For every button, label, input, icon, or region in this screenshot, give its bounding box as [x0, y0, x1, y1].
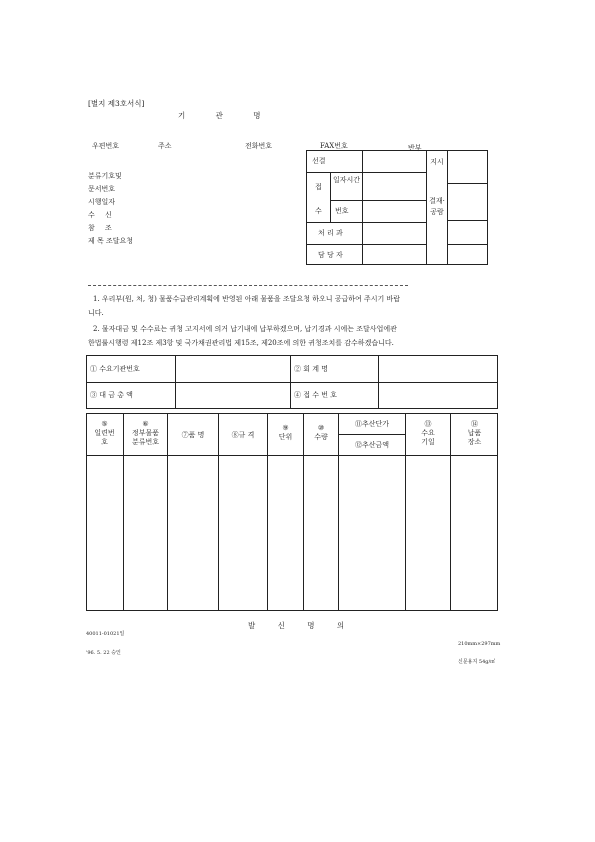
date-label: 시행일자 [88, 198, 116, 206]
address-label: 주소 [158, 142, 172, 150]
datetime-label: 일자시간 [332, 176, 361, 184]
subject-label: 제 목 조달요청 [88, 237, 134, 245]
paragraph-1-line-2: 니다. [88, 309, 104, 317]
col-classification-header: ⑥ 정부물품 분류번호 [131, 420, 160, 446]
classification-label: 분류기호및 [88, 172, 122, 180]
col-unit-price-header: ⑪추산단가 [354, 420, 390, 428]
instruction-label: 지시 [430, 158, 444, 166]
col-unit-header: ⑨ 단위 [278, 424, 293, 441]
sender-name: 발 신 명 의 [248, 621, 355, 630]
document-number-label: 문서번호 [88, 185, 116, 193]
approval-date: '96. 5. 22 승인 [86, 650, 121, 656]
form-number: [별지 제3호서식] [88, 99, 145, 108]
receipt-number-label: ④ 접 수 번 호 [294, 391, 337, 399]
col-due-date-header: ⑬ 수요 기일 [421, 420, 435, 446]
paper-type: 신문용지 54g/㎡ [458, 659, 496, 665]
col-serial-header: ⑤ 일련번 호 [94, 420, 115, 446]
paper-size: 210mm×297mm [458, 641, 501, 647]
approval-label: 결재·공람 [429, 197, 445, 217]
form-code: 40011-01021일 [86, 631, 125, 637]
approval-box [306, 150, 488, 265]
number-label: 번호 [335, 207, 349, 215]
paragraph-1-line-1: 1. 우리부(원, 처, 청) 물품수급관리계획에 반영된 아래 물품을 조달요청 하오니 공급하여 주시기 바랍 [93, 295, 401, 303]
total-amount-label: ③ 대 금 총 액 [90, 391, 133, 399]
col-amount-header: ⑫추산금액 [354, 441, 390, 449]
dept-label: 처 리 과 [318, 229, 343, 237]
col-delivery-place-header: ⑭ 납품 장소 [467, 420, 482, 446]
reception-label: 접 [315, 183, 322, 191]
separator [88, 285, 408, 286]
reception-label-2: 수 [315, 207, 322, 215]
paragraph-2-line-1: 2. 물자대금 및 수수료는 귀청 고지서에 의거 납기내에 납부하겠으며, 납기경과 시에는 조달사업에관 [93, 325, 397, 333]
account-name-label: ② 회 계 명 [294, 365, 328, 373]
recipient-label: 수 신 [88, 211, 116, 219]
delivery-label: 반부 [408, 144, 422, 152]
agency-name: 기 관 명 [178, 111, 275, 120]
fax-label: FAX번호 [320, 142, 348, 150]
agency-number-label: ① 수요기관번호 [90, 365, 140, 373]
postal-code-label: 우편번호 [92, 142, 120, 150]
col-quantity-header: ⑩ 수량 [314, 424, 328, 441]
paragraph-2-line-2: 한법률시행령 제12조 제3항 및 국가채권관리법 제15조, 제20조에 의한 귀청조치를 감수하겠습니다. [88, 339, 394, 347]
col-item-name-header: ⑦품 명 [181, 431, 205, 439]
person-label: 담 당 자 [318, 251, 343, 259]
phone-label: 전화번호 [245, 142, 273, 150]
col-spec-header: ⑧규 격 [231, 431, 255, 439]
pre-decision-label: 선결 [312, 157, 326, 165]
reference-label: 참 조 [88, 224, 116, 232]
